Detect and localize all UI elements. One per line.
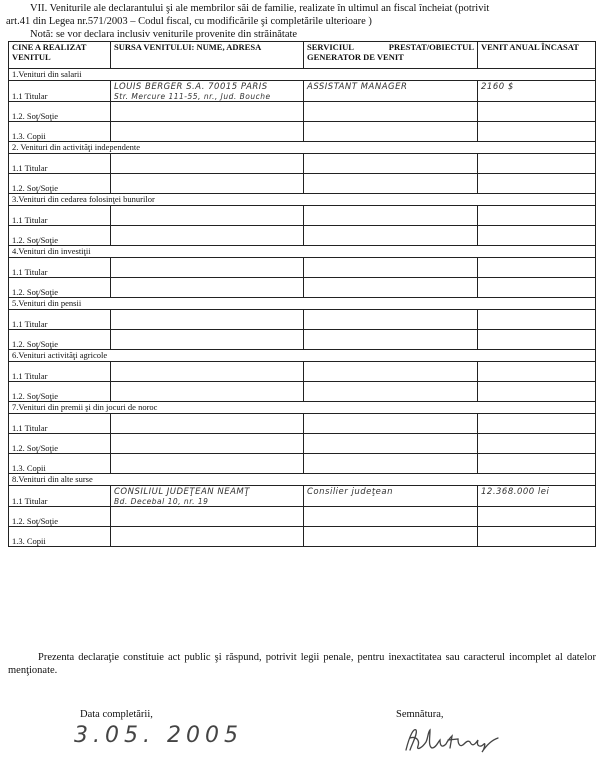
section-header-row bbox=[9, 298, 596, 310]
table-row bbox=[9, 81, 596, 102]
section-header-row bbox=[9, 402, 596, 414]
row-income bbox=[478, 434, 596, 454]
row-source bbox=[111, 362, 304, 382]
row-service bbox=[304, 278, 478, 298]
section-title: 8.Venituri din alte surse bbox=[9, 474, 596, 486]
row-service bbox=[304, 434, 478, 454]
source-address: Bd. Decebal 10, nr. 19 bbox=[114, 497, 209, 506]
table-row bbox=[9, 486, 596, 507]
row-income bbox=[478, 414, 596, 434]
row-service bbox=[304, 154, 478, 174]
intro-line-2: art.41 din Legea nr.571/2003 – Codul fiscal, cu modificările şi completările ulterioare ) bbox=[6, 16, 372, 27]
header-income: VENIT ANUAL ÎNCASAT bbox=[478, 42, 596, 69]
row-income bbox=[478, 486, 596, 507]
row-service bbox=[304, 206, 478, 226]
row-source bbox=[111, 206, 304, 226]
row-income bbox=[478, 206, 596, 226]
section-title: 6.Venituri activităţi agricole bbox=[9, 350, 596, 362]
row-label: 1.2. Soţ/Soţie bbox=[9, 102, 111, 122]
row-service bbox=[304, 226, 478, 246]
row-label: 1.3. Copii bbox=[9, 122, 111, 142]
row-label: 1.2. Soţ/Soţie bbox=[9, 330, 111, 350]
row-income bbox=[478, 102, 596, 122]
row-label: 1.1 Titular bbox=[9, 81, 111, 102]
table-row bbox=[9, 310, 596, 330]
section-header-row bbox=[9, 350, 596, 362]
section-header-row bbox=[9, 474, 596, 486]
table-row bbox=[9, 226, 596, 246]
date-label: Data completării, bbox=[80, 709, 153, 720]
row-service bbox=[304, 486, 478, 507]
signature-label: Semnătura, bbox=[396, 709, 444, 720]
source-address: Str. Mercure 111-55, nr., Jud. Bouche bbox=[114, 92, 271, 101]
row-source bbox=[111, 102, 304, 122]
section-title: 7.Venituri din premii şi din jocuri de noroc bbox=[9, 402, 596, 414]
row-label: 1.1 Titular bbox=[9, 486, 111, 507]
row-source bbox=[111, 330, 304, 350]
row-service bbox=[304, 414, 478, 434]
table-row bbox=[9, 278, 596, 298]
row-source bbox=[111, 382, 304, 402]
intro-note: Notă: se vor declara inclusiv veniturile provenite din străinătate bbox=[30, 29, 298, 40]
signature-image bbox=[402, 724, 502, 754]
row-label: 1.1 Titular bbox=[9, 362, 111, 382]
row-source bbox=[111, 154, 304, 174]
section-title: 5.Venituri din pensii bbox=[9, 298, 596, 310]
income-value: 2160 $ bbox=[481, 82, 514, 92]
row-service bbox=[304, 454, 478, 474]
income-value: 12.368.000 lei bbox=[481, 487, 550, 497]
row-service bbox=[304, 122, 478, 142]
income-table bbox=[8, 41, 596, 547]
row-income bbox=[478, 507, 596, 527]
table-row bbox=[9, 174, 596, 194]
row-label: 1.2. Soţ/Soţie bbox=[9, 434, 111, 454]
table-row bbox=[9, 434, 596, 454]
row-income bbox=[478, 226, 596, 246]
row-label: 1.1 Titular bbox=[9, 310, 111, 330]
row-label: 1.2. Soţ/Soţie bbox=[9, 507, 111, 527]
table-row bbox=[9, 507, 596, 527]
row-source bbox=[111, 454, 304, 474]
intro-line-1: VII. Veniturile ale declarantului şi ale membrilor săi de familie, realizate în ultimul an fiscal încheiat (potrivit bbox=[30, 3, 490, 14]
row-service bbox=[304, 81, 478, 102]
row-label: 1.1 Titular bbox=[9, 154, 111, 174]
row-income bbox=[478, 362, 596, 382]
section-header-row bbox=[9, 142, 596, 154]
row-source bbox=[111, 414, 304, 434]
section-header-row bbox=[9, 69, 596, 81]
row-label: 1.1 Titular bbox=[9, 414, 111, 434]
table-row bbox=[9, 258, 596, 278]
service-value: Consilier judeţean bbox=[307, 487, 393, 497]
row-source bbox=[111, 122, 304, 142]
source-name: CONSILIUL JUDEŢEAN NEAMŢ bbox=[114, 487, 250, 497]
row-income bbox=[478, 454, 596, 474]
section-title: 4.Venituri din investiţii bbox=[9, 246, 596, 258]
row-service bbox=[304, 362, 478, 382]
table-row bbox=[9, 154, 596, 174]
intro-text bbox=[6, 2, 594, 41]
row-source bbox=[111, 81, 304, 102]
closing-statement bbox=[8, 651, 596, 677]
row-label: 1.3. Copii bbox=[9, 527, 111, 547]
row-label: 1.2. Soţ/Soţie bbox=[9, 278, 111, 298]
row-label: 1.3. Copii bbox=[9, 454, 111, 474]
header-who: CINE A REALIZAT VENITUL bbox=[9, 42, 111, 69]
source-name: LOUIS BERGER S.A. 70015 PARIS bbox=[114, 82, 268, 92]
row-service bbox=[304, 382, 478, 402]
row-service bbox=[304, 258, 478, 278]
row-income bbox=[478, 81, 596, 102]
row-service bbox=[304, 507, 478, 527]
table-row bbox=[9, 382, 596, 402]
row-service bbox=[304, 527, 478, 547]
row-income bbox=[478, 527, 596, 547]
header-service: SERVICIUL PRESTAT/OBIECTUL GENERATOR DE VENIT bbox=[304, 42, 478, 69]
header-source: SURSA VENITULUI: NUME, ADRESA bbox=[111, 42, 304, 69]
row-income bbox=[478, 278, 596, 298]
row-service bbox=[304, 310, 478, 330]
section-title: 3.Venituri din cedarea folosinţei bunurilor bbox=[9, 194, 596, 206]
closing-text: Prezenta declaraţie constituie act public şi răspund, potrivit legii penale, pentru inexactitatea sau caracterul incomplet al datelor menţionate. bbox=[8, 652, 596, 676]
table-row bbox=[9, 206, 596, 226]
table-row bbox=[9, 527, 596, 547]
row-income bbox=[478, 330, 596, 350]
row-source bbox=[111, 486, 304, 507]
service-value: ASSISTANT MANAGER bbox=[307, 82, 408, 92]
table-row bbox=[9, 122, 596, 142]
row-source bbox=[111, 174, 304, 194]
row-income bbox=[478, 174, 596, 194]
table-header-row bbox=[9, 42, 596, 69]
row-source bbox=[111, 258, 304, 278]
row-source bbox=[111, 527, 304, 547]
table-body bbox=[9, 69, 596, 547]
row-label: 1.2. Soţ/Soţie bbox=[9, 174, 111, 194]
row-income bbox=[478, 258, 596, 278]
row-source bbox=[111, 434, 304, 454]
row-income bbox=[478, 310, 596, 330]
section-header-row bbox=[9, 246, 596, 258]
section-title: 2. Venituri din activităţi independente bbox=[9, 142, 596, 154]
row-income bbox=[478, 154, 596, 174]
row-source bbox=[111, 226, 304, 246]
section-title: 1.Venituri din salarii bbox=[9, 69, 596, 81]
table-row bbox=[9, 330, 596, 350]
date-value: 3.05. 2005 bbox=[74, 723, 243, 748]
row-source bbox=[111, 310, 304, 330]
table-row bbox=[9, 414, 596, 434]
table-row bbox=[9, 362, 596, 382]
row-income bbox=[478, 382, 596, 402]
row-income bbox=[478, 122, 596, 142]
row-label: 1.1 Titular bbox=[9, 258, 111, 278]
section-header-row bbox=[9, 194, 596, 206]
row-label: 1.1 Titular bbox=[9, 206, 111, 226]
row-service bbox=[304, 102, 478, 122]
row-source bbox=[111, 278, 304, 298]
row-service bbox=[304, 330, 478, 350]
row-source bbox=[111, 507, 304, 527]
table-row bbox=[9, 454, 596, 474]
row-label: 1.2. Soţ/Soţie bbox=[9, 382, 111, 402]
table-row bbox=[9, 102, 596, 122]
row-service bbox=[304, 174, 478, 194]
row-label: 1.2. Soţ/Soţie bbox=[9, 226, 111, 246]
